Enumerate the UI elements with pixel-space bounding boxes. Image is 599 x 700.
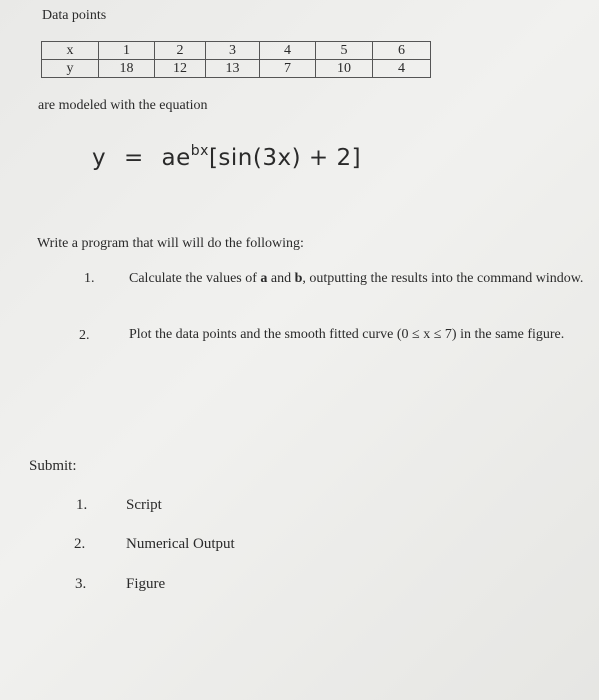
- table-row-x: [42, 42, 431, 60]
- task-1-text-before: Calculate the values of: [129, 271, 261, 286]
- task-2-number: 2.: [79, 328, 90, 343]
- table-cell-x5: 5: [316, 42, 373, 60]
- table-cell-y-label: y: [42, 60, 99, 78]
- submit-item-3-number: 3.: [75, 576, 87, 592]
- task-2-text: Plot the data points and the smooth fitted curve (0 ≤ x ≤ 7) in the same figure.: [129, 327, 565, 342]
- equation-bracket: [sin(3x) + 2]: [208, 145, 362, 171]
- table-cell-x1: 1: [99, 42, 155, 60]
- task-1-text-after: , outputting the results into the command window.: [302, 271, 584, 286]
- equation-coefficient: ae: [161, 145, 191, 171]
- equation-exponent: bx: [190, 143, 209, 159]
- task-1-text-mid: and: [267, 271, 295, 286]
- task-prompt: Write a program that will will do the following:: [37, 236, 304, 251]
- submit-item-2-number: 2.: [74, 536, 86, 552]
- submit-item-3-label: Figure: [126, 576, 166, 592]
- table-cell-y4: 7: [260, 60, 316, 78]
- model-equation: [92, 143, 361, 171]
- data-points-table: [41, 41, 431, 78]
- table-cell-x-label: x: [42, 42, 99, 60]
- table-cell-x3: 3: [206, 42, 260, 60]
- equation-lhs: y: [92, 145, 107, 171]
- task-1-text: [129, 270, 594, 287]
- submit-item-1-number: 1.: [76, 497, 88, 513]
- table-row-y: [42, 60, 431, 78]
- intro-text: are modeled with the equation: [38, 98, 208, 113]
- task-1-number: 1.: [84, 271, 95, 286]
- table-cell-y2: 12: [155, 60, 206, 78]
- table-cell-x2: 2: [155, 42, 206, 60]
- table-cell-y5: 10: [316, 60, 373, 78]
- equation-equals: =: [123, 145, 144, 171]
- submit-item-2-label: Numerical Output: [126, 536, 235, 552]
- task-1-var-b: b: [294, 271, 303, 286]
- heading-data-points: Data points: [42, 8, 107, 23]
- table-cell-x4: 4: [260, 42, 316, 60]
- table-cell-y3: 13: [206, 60, 260, 78]
- submit-heading: Submit:: [29, 458, 77, 474]
- table-cell-y1: 18: [99, 60, 155, 78]
- submit-item-1-label: Script: [126, 497, 162, 513]
- task-1-var-a: a: [260, 271, 268, 286]
- table-cell-y6: 4: [373, 60, 431, 78]
- table-cell-x6: 6: [373, 42, 431, 60]
